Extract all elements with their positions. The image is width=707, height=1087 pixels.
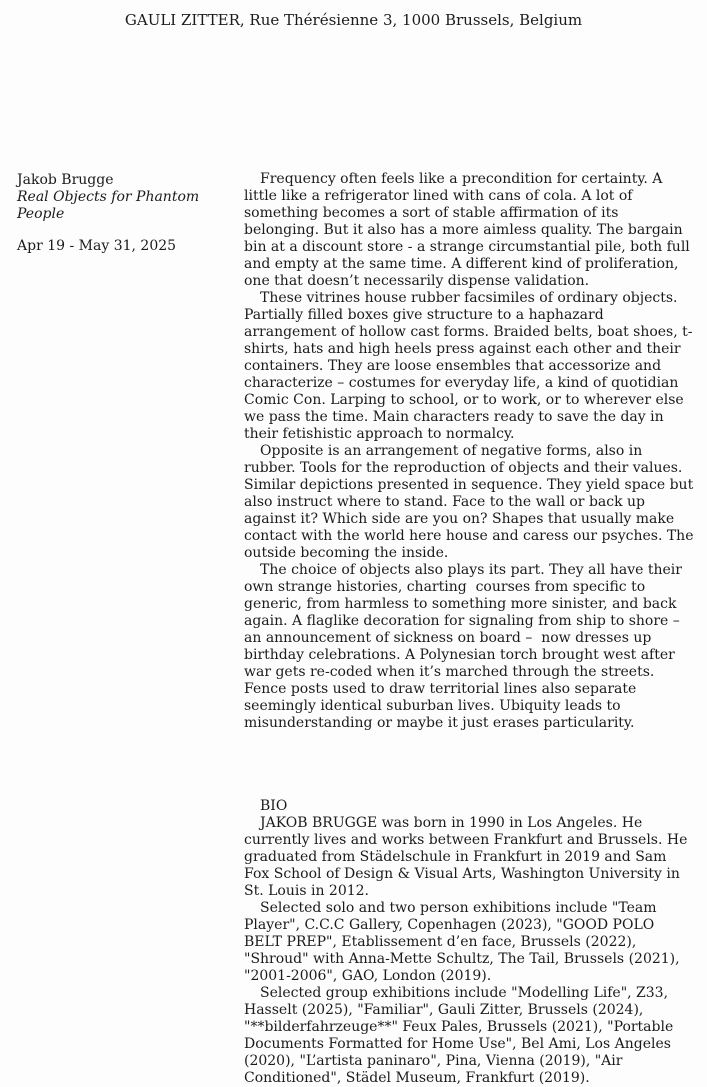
exhibition-dates: Apr 19 - May 31, 2025 [17, 238, 177, 254]
press-text [244, 171, 698, 1087]
bio-paragraph-3: Selected group exhibitions include "Modelling Life", Z33, Hasselt (2025), "Familiar", Gauli Zitter, Brussels (2024), "**bilderfahrzeuge**" Feux Pales, Brussels (2021), "Portable Documents Formatted for Home Use", Bel Ami, Los Angeles (2020), "L’artista paninaro", Pina, Vienna (2019), "Air Conditioned", Städel Museum, Frankfurt (2019). [244, 985, 678, 1086]
gallery-address: GAULI ZITTER, Rue Thérésienne 3, 1000 Brussels, Belgium [124, 11, 583, 29]
bio-heading: BIO [260, 798, 288, 814]
essay-paragraph-4: The choice of objects also plays its part. They all have their own strange histories, charting courses from specific to generic, from harmless to something more sinister, and back again. A flaglike decoration for signaling from ship to shore – an announcement of sickness on board – now dresses up birthday celebrations. A Polynesian torch brought west after war gets re-coded when it’s marched through the streets. Fence posts used to draw territorial lines also separate seemingly identical suburban lives. Ubiquity leads to misunderstanding or maybe it just erases particularity. [244, 562, 687, 731]
bio-paragraph-1: JAKOB BRUGGE was born in 1990 in Los Angeles. He currently lives and works between Frankfurt and Brussels. He graduated from Städelschule in Frankfurt in 2019 and Sam Fox School of Design & Visual Arts, Washington University in St. Louis in 2012. [244, 815, 692, 899]
exhibition-title: Real Objects for Phantom People [17, 189, 200, 222]
bio-paragraph-2: Selected solo and two person exhibitions include "Team Player", C.C.C Gallery, Copenhagen (2023), "GOOD POLO BELT PREP", Etablissement d’en face, Brussels (2022), "Shroud" with Anna-Mette Schultz, The Tail, Brussels (2021), "2001-2006", GAO, London (2019). [244, 900, 685, 984]
exhibition-info [17, 172, 239, 255]
essay-paragraph-1: Frequency often feels like a precondition for certainty. A little like a refrigerator lined with cans of cola. A lot of something becomes a sort of stable affirmation of its belonging. But it also has a more aimless quality. The bargain bin at a discount store - a strange circumstantial pile, both full and empty at the same time. A different kind of proliferation, one that doesn’t necessarily dispense validation. [244, 171, 695, 289]
essay-paragraph-2: These vitrines house rubber facsimiles of ordinary objects. Partially filled boxes give structure to a haphazard arrangement of hollow cast forms. Braided belts, boat shoes, t-shirts, hats and high heels press against each other and their containers. They are loose ensembles that accessorize and characterize – costumes for everyday life, a kind of quotidian Comic Con. Larping to school, or to work, or to wherever else we pass the time. Main characters ready to save the day in their fetishistic approach to normalcy. [244, 290, 693, 442]
essay-paragraph-3: Opposite is an arrangement of negative forms, also in rubber. Tools for the reproduction of objects and their values. Similar depictions presented in sequence. They yield space but also instruct where to stand. Face to the wall or back up against it? Which side are you on? Shapes that usually make contact with the world here house and caress our psyches. The outside becoming the inside. [244, 443, 698, 561]
artist-name: Jakob Brugge [17, 172, 114, 188]
